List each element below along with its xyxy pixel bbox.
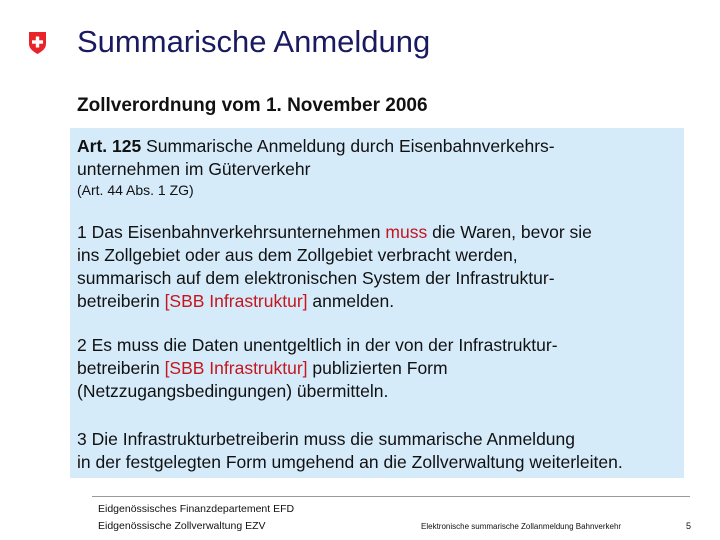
footer-agency: Eidgenössische Zollverwaltung EZV xyxy=(98,520,266,532)
article-heading-line2: unternehmen im Güterverkehr xyxy=(77,159,311,179)
paragraph-1-text: anmelden. xyxy=(307,291,395,311)
paragraph-1 xyxy=(77,221,592,313)
swiss-cross-icon xyxy=(28,32,47,54)
paragraph-1-text: 1 Das Eisenbahnverkehrsunternehmen xyxy=(77,222,386,242)
paragraph-1-text: summarisch auf dem elektronischen System der Infrastruktur- xyxy=(77,268,555,288)
law-subtitle: Zollverordnung vom 1. November 2006 xyxy=(77,95,428,116)
article-heading xyxy=(77,135,555,181)
highlight-sbb-infrastruktur: [SBB Infrastruktur] xyxy=(164,291,308,311)
paragraph-2 xyxy=(77,334,558,403)
paragraph-2-text: (Netzzugangsbedingungen) übermitteln. xyxy=(77,381,389,401)
article-number: Art. 125 xyxy=(77,136,142,156)
paragraph-1-text: betreiberin xyxy=(77,291,165,311)
highlight-sbb-infrastruktur: [SBB Infrastruktur] xyxy=(164,358,308,378)
article-reference: (Art. 44 Abs. 1 ZG) xyxy=(77,182,194,198)
footer-divider xyxy=(92,496,690,497)
paragraph-1-text: ins Zollgebiet oder aus dem Zollgebiet verbracht werden, xyxy=(77,245,518,265)
page-number: 5 xyxy=(686,521,692,531)
paragraph-1-text: die Waren, bevor sie xyxy=(427,222,592,242)
paragraph-3-text: in der festgelegten Form umgehend an die Zollverwaltung weiterleiten. xyxy=(77,452,623,472)
footer-department: Eidgenössisches Finanzdepartement EFD xyxy=(98,503,295,515)
article-heading-line1: Summarische Anmeldung durch Eisenbahnverkehrs- xyxy=(141,136,555,156)
highlight-muss: muss xyxy=(385,222,428,242)
footer-document-title: Elektronische summarische Zollanmeldung Bahnverkehr xyxy=(421,522,622,531)
paragraph-3 xyxy=(77,428,623,474)
paragraph-2-text: 2 Es muss die Daten unentgeltlich in der von der Infrastruktur- xyxy=(77,335,558,355)
paragraph-2-text: betreiberin xyxy=(77,358,165,378)
page-title: Summarische Anmeldung xyxy=(77,24,431,59)
paragraph-2-text: publizierten Form xyxy=(307,358,448,378)
paragraph-3-text: 3 Die Infrastrukturbetreiberin muss die summarische Anmeldung xyxy=(77,429,575,449)
